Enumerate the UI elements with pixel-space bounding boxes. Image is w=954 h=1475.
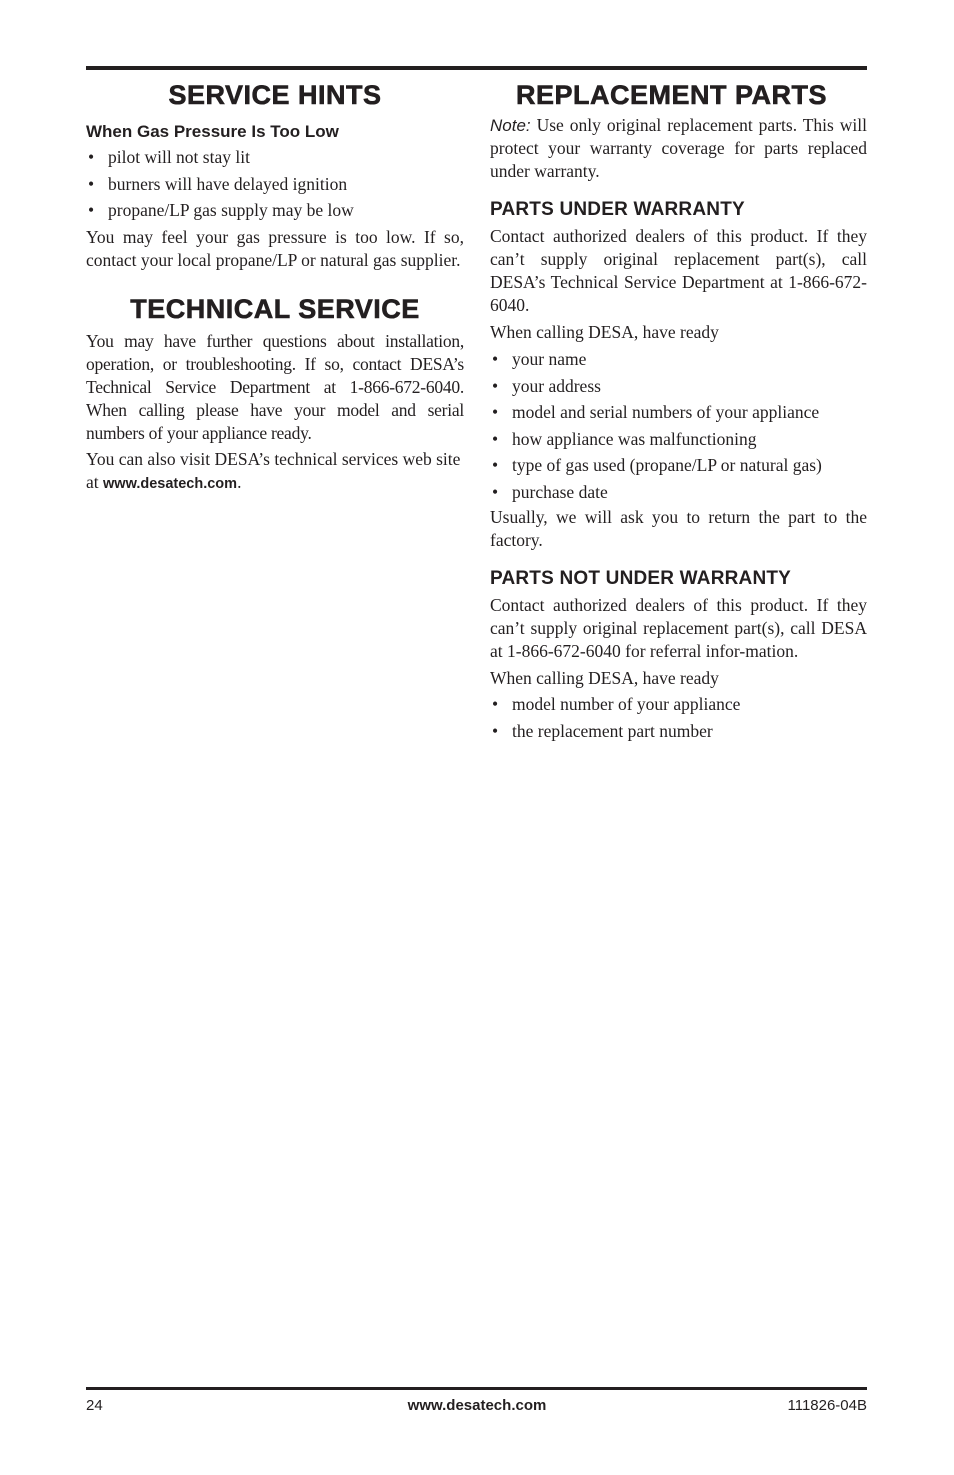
note-label: Note: [490, 116, 531, 135]
technical-service-title: TECHNICAL SERVICE [130, 293, 420, 324]
parts-under-warranty-heading: PARTS UNDER WARRANTY [490, 199, 745, 220]
bottom-rule [86, 1387, 867, 1390]
technical-service-paragraph: You may have further questions about installation, operation, or troubleshooting. If so, contact DESA’s Technical Service Department at 1-866-672-6040. When calling please have your model and serial numbers of your appliance ready. [86, 330, 464, 443]
page-number: 24 [86, 1397, 103, 1414]
list-item: • pilot will not stay lit [86, 144, 464, 171]
not-under-warranty-list [490, 691, 867, 744]
document-number: 111826-04B [787, 1397, 867, 1414]
gas-pressure-symptoms-list [86, 144, 464, 224]
left-column [86, 78, 464, 496]
list-item: • your name [490, 346, 867, 373]
right-column [490, 78, 867, 744]
list-item: • model number of your appliance [490, 691, 867, 718]
website-link[interactable]: www.desatech.com [103, 475, 238, 492]
list-item: • how appliance was malfunctioning [490, 426, 867, 453]
under-warranty-have-ready: When calling DESA, have ready [490, 322, 719, 342]
list-item: • purchase date [490, 479, 867, 506]
list-item: • model and serial numbers of your appliance [490, 399, 867, 426]
not-under-warranty-paragraph: Contact authorized dealers of this product. If they can’t supply original replacement part(s), call DESA at 1-866-672-6040 for referral infor-mation. [490, 595, 867, 661]
service-hints-title: SERVICE HINTS [168, 80, 382, 110]
parts-not-under-warranty-heading: PARTS NOT UNDER WARRANTY [490, 568, 792, 589]
list-item: • the replacement part number [490, 718, 867, 745]
under-warranty-paragraph: Contact authorized dealers of this product. If they can’t supply original replacement part(s), call DESA’s Technical Service Department at 1-866-672-6040. [490, 226, 867, 315]
list-item: • burners will have delayed ignition [86, 171, 464, 198]
visit-text: You can also visit DESA’s technical services web site at [86, 448, 461, 492]
note-text: Use only original replacement parts. This will protect your warranty coverage for parts replaced under warranty. [490, 115, 867, 181]
top-rule [86, 66, 867, 70]
not-under-warranty-have-ready: When calling DESA, have ready [490, 668, 719, 688]
list-item: • propane/LP gas supply may be low [86, 197, 464, 224]
list-item: • your address [490, 373, 867, 400]
footer-website[interactable]: www.desatech.com [407, 1397, 547, 1414]
period: . [237, 471, 242, 492]
under-warranty-list [490, 346, 867, 505]
technical-service-visit-paragraph [86, 448, 464, 496]
note-paragraph [490, 114, 867, 183]
replacement-parts-title: REPLACEMENT PARTS [516, 80, 828, 110]
under-warranty-closing: Usually, we will ask you to return the part to the factory. [490, 507, 867, 550]
gas-pressure-subheading: When Gas Pressure Is Too Low [86, 122, 339, 141]
gas-pressure-paragraph: You may feel your gas pressure is too low. If so, contact your local propane/LP or natural gas supplier. [86, 226, 464, 270]
list-item: • type of gas used (propane/LP or natural gas) [490, 452, 867, 479]
